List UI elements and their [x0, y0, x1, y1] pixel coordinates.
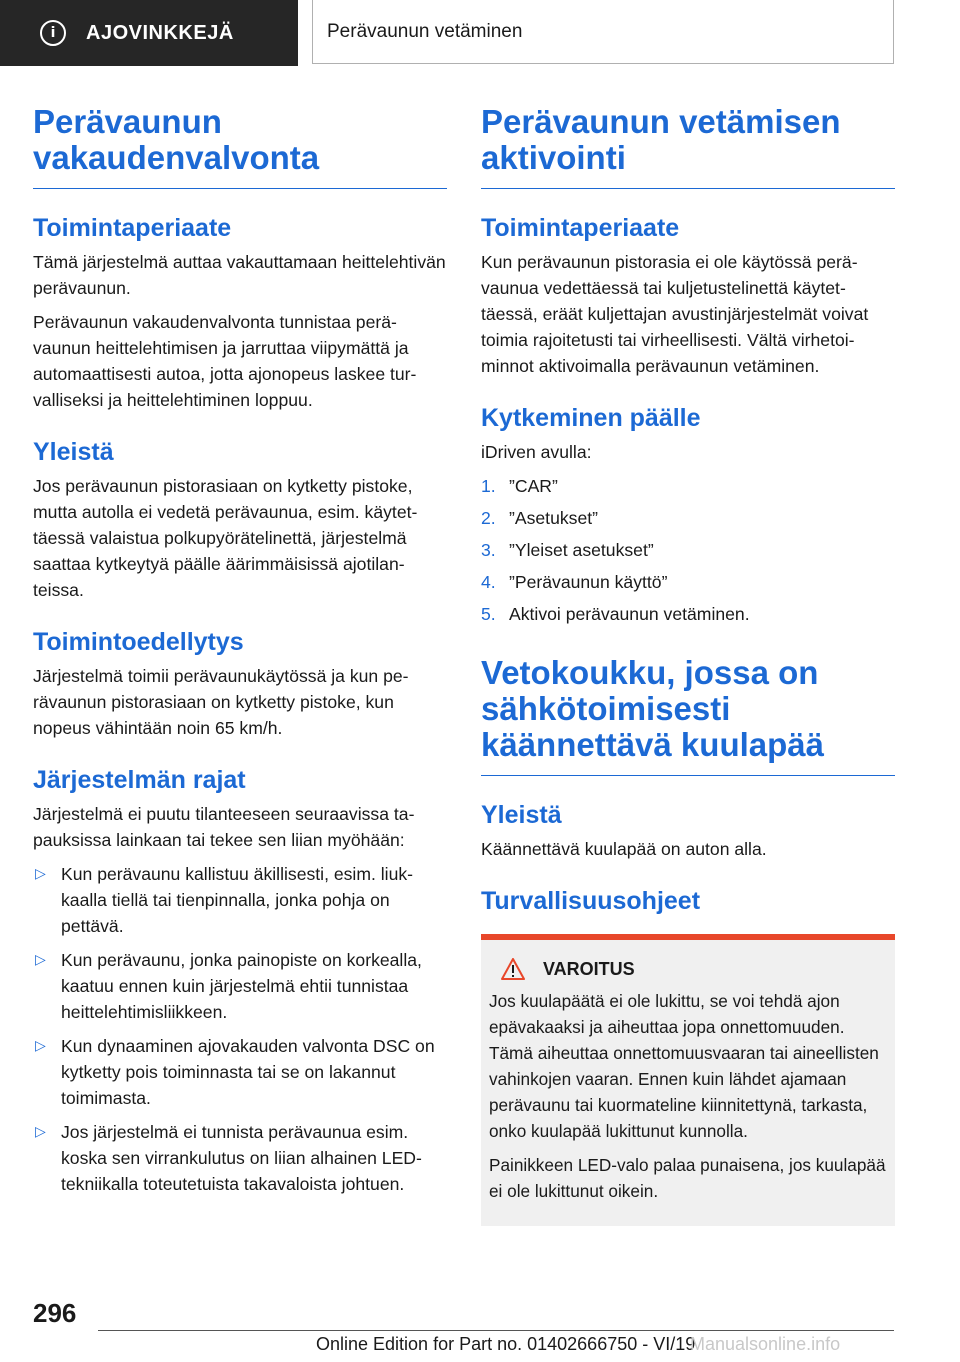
- heading-toimintaperiaate: Toimintaperiaate: [481, 214, 680, 242]
- list-item-text: Kun perävaunu, jonka painopiste on korkealla, kaatuu ennen kuin järjestelmä ehtii tunnistaa heittelehtimisliikkeen.: [61, 950, 422, 1022]
- paragraph: Järjestelmä toimii perävaunukäytössä ja kun perävaunun pistorasiaan on kytketty pistoke, kun nopeus vähintään noin 65 km/h.: [33, 666, 409, 738]
- list-item: [481, 569, 895, 595]
- right-column: [481, 104, 895, 1226]
- paragraph: Järjestelmä ei puutu tilanteeseen seuraavissa tapauksissa lainkaan tai tekee sen liian myöhään:: [33, 804, 415, 850]
- heading-toimintoedellytys: Toimintoedellytys: [33, 628, 244, 656]
- triangle-bullet-icon: ▷: [35, 866, 46, 882]
- step-text: Aktivoi perävaunun vetäminen.: [509, 604, 750, 624]
- heading-yleista: Yleistä: [481, 801, 562, 829]
- step-text: ”Yleiset asetukset”: [509, 540, 654, 560]
- paragraph: Kun perävaunun pistorasia ei ole käytössä perävaunua vedettäessä tai kuljetustelinettä käytettäessä, eräät kuljettajan avustinjärjestelmät voivat toimia rajoitetusti tai virheellisesti. Vältä virhetoiminnot aktivoimalla perävaunun vetäminen.: [481, 252, 869, 376]
- list-item: [33, 861, 447, 939]
- paragraph: Perävaunun vakaudenvalvonta tunnistaa perävaunun heittelehtimisen ja jarruttaa viipymättä ja automaattisesti autoa, jotta ajonopeus laskee turvalliseksi ja heittelehtiminen loppuu.: [33, 312, 417, 410]
- warning-title: VAROITUS: [543, 958, 635, 979]
- list-item: [481, 473, 895, 499]
- paragraph: iDriven avulla:: [481, 442, 592, 462]
- chapter-tab: [0, 0, 298, 66]
- left-column: [33, 104, 447, 1205]
- step-text: ”CAR”: [509, 476, 558, 496]
- paragraph: Tämä järjestelmä auttaa vakauttamaan heittelehtivän perävaunun.: [33, 252, 446, 298]
- page-header: [0, 0, 960, 66]
- section-tab: [312, 0, 894, 64]
- step-text: ”Asetukset”: [509, 508, 598, 528]
- list-item: [33, 947, 447, 1025]
- right-title: Perävaunun vetämisen aktivointi: [481, 103, 841, 176]
- footer-divider: [98, 1330, 894, 1331]
- list-item: [481, 537, 895, 563]
- list-item-text: Kun dynaaminen ajovakauden valvonta DSC on kytketty pois toiminnasta tai se on lakannut toimimasta.: [61, 1036, 435, 1108]
- heading-yleista: Yleistä: [33, 438, 114, 466]
- step-number: 2.: [481, 508, 496, 528]
- step-number: 3.: [481, 540, 496, 560]
- warning-triangle-icon: [501, 958, 525, 980]
- list-item: [481, 601, 895, 627]
- list-item-text: Jos järjestelmä ei tunnista perävaunua esim. koska sen virrankulutus on liian alhainen LED-tekniikalla toteutetuista takavaloista johtuen.: [61, 1122, 422, 1194]
- section-title: Perävaunun vetäminen: [327, 20, 523, 42]
- heading-kytkeminen-paalle: Kytkeminen päälle: [481, 404, 701, 432]
- info-icon: i: [40, 20, 66, 46]
- title-divider: [481, 188, 895, 189]
- warning-box: [481, 934, 895, 1226]
- watermark-text: Manualsonline.info: [690, 1334, 841, 1354]
- triangle-bullet-icon: ▷: [35, 1038, 46, 1054]
- step-number: 1.: [481, 476, 496, 496]
- paragraph: Jos perävaunun pistorasiaan on kytketty pistoke, mutta autolla ei vedetä perävaunua, esim. käytettäessä valaistua polkupyörätelinettä, järjestelmä saattaa kytkeytyä päälle äärimmäisissä ajotilanteissa.: [33, 476, 418, 600]
- triangle-bullet-icon: ▷: [35, 1124, 46, 1140]
- steps-list: [481, 473, 895, 627]
- limits-list: [33, 861, 447, 1197]
- list-item: [33, 1033, 447, 1111]
- list-item: [481, 505, 895, 531]
- edition-text: Online Edition for Part no. 01402666750 - VI/19: [316, 1334, 696, 1354]
- triangle-bullet-icon: ▷: [35, 952, 46, 968]
- right-title-2: Vetokoukku, jossa on sähkötoimisesti käännettävä kuulapää: [481, 654, 824, 763]
- title-divider: [481, 775, 895, 776]
- warning-header: [489, 958, 887, 980]
- list-item-text: Kun perävaunu kallistuu äkillisesti, esim. liukkaalla tiellä tai tienpinnalla, jonka pohja on pettävä.: [61, 864, 414, 936]
- chapter-title: AJOVINKKEJÄ: [86, 21, 234, 44]
- heading-toimintaperiaate: Toimintaperiaate: [33, 214, 232, 242]
- warning-text: Jos kuulapäätä ei ole lukittu, se voi tehdä ajon epävakaaksi ja aiheuttaa jopa onnettomuuden. Tämä aiheuttaa onnettomuusvaaran tai aineellisten vahinkojen vaaran. Ennen kuin lähdet ajamaan perävaunu tai kuormateline kiinnitettynä, tarkasta, onko kuulapää lukittunut kunnolla.: [489, 991, 879, 1141]
- title-divider: [33, 188, 447, 189]
- step-number: 4.: [481, 572, 496, 592]
- warning-text: Painikkeen LED-valo palaa punaisena, jos kuulapää ei ole lukittunut oikein.: [489, 1155, 886, 1201]
- paragraph: Käännettävä kuulapää on auton alla.: [481, 839, 767, 859]
- heading-jarjestelman-rajat: Järjestelmän rajat: [33, 766, 246, 794]
- heading-turvallisuusohjeet: Turvallisuusohjeet: [481, 887, 701, 915]
- left-title: Perävaunun vakaudenvalvonta: [33, 103, 320, 176]
- page-number: 296: [33, 1298, 77, 1328]
- step-number: 5.: [481, 604, 496, 624]
- list-item: [33, 1119, 447, 1197]
- step-text: ”Perävaunun käyttö”: [509, 572, 668, 592]
